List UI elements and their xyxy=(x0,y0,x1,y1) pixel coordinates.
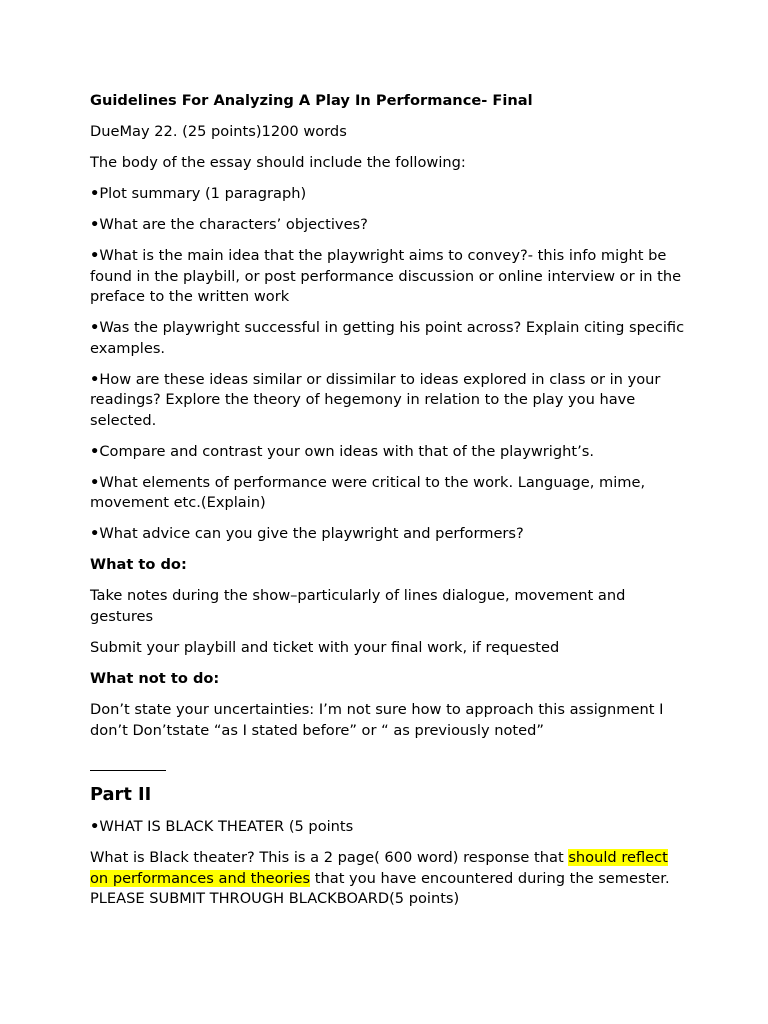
bullet-item-advice xyxy=(90,524,686,545)
bullet-text: What is the main idea that the playwright aims to convey?- this info might be found in the playbill, or post performance discussion or online interview or in the preface to the written work xyxy=(90,246,682,306)
bullet-icon: • xyxy=(90,246,100,264)
bullet-text: Plot summary (1 paragraph) xyxy=(99,184,307,202)
part-two-heading: Part II xyxy=(90,784,152,806)
highlighted-text: should reflect on performances and theories xyxy=(90,849,668,887)
intro-line: The body of the essay should include the following: xyxy=(90,153,466,171)
not-todo-heading: What not to do: xyxy=(90,669,220,687)
bullet-item-ideas xyxy=(90,370,686,432)
bullet-icon: • xyxy=(90,319,100,337)
paragraph-text: that you have encountered during the semester. PLEASE SUBMIT THROUGH BLACKBOARD(5 points) xyxy=(90,869,670,908)
not-todo-text: Don’t state your uncertainties: I’m not sure how to approach this assignment I don’t Don’tstate “as I stated before” or “ as previously noted” xyxy=(90,700,664,739)
bullet-icon: • xyxy=(90,525,100,543)
bullet-item-objectives xyxy=(90,215,686,236)
part-two-paragraph xyxy=(90,848,686,910)
document-page xyxy=(90,91,686,920)
todo-item: Submit your playbill and ticket with your final work, if requested xyxy=(90,638,560,656)
bullet-icon: • xyxy=(90,473,100,491)
bullet-icon: • xyxy=(90,184,100,202)
bullet-icon: • xyxy=(90,818,100,836)
due-line: DueMay 22. (25 points)1200 words xyxy=(90,122,347,140)
bullet-text: WHAT IS BLACK THEATER (5 points xyxy=(99,818,354,836)
bullet-text: What advice can you give the playwright and performers? xyxy=(99,525,524,543)
bullet-item-elements xyxy=(90,473,686,514)
bullet-item-success xyxy=(90,318,686,359)
section-divider xyxy=(90,770,166,771)
bullet-item-plot-summary xyxy=(90,184,686,205)
bullet-icon: • xyxy=(90,370,100,388)
bullet-item-compare xyxy=(90,442,686,463)
bullet-text: How are these ideas similar or dissimilar to ideas explored in class or in your readings? Explore the theory of hegemony in relation to the play you have selected. xyxy=(90,370,661,429)
paragraph-text: What is Black theater? This is a 2 page( 600 word) response that xyxy=(90,849,569,867)
document-title: Guidelines For Analyzing A Play In Performance- Final xyxy=(90,92,533,109)
bullet-text: Was the playwright successful in getting his point across? Explain citing specific examples. xyxy=(90,319,685,357)
bullet-item-black-theater xyxy=(90,817,686,838)
bullet-icon: • xyxy=(90,215,100,233)
bullet-text: Compare and contrast your own ideas with that of the playwright’s. xyxy=(99,442,594,460)
bullet-text: What elements of performance were critical to the work. Language, mime, movement etc.(Explain) xyxy=(90,473,646,512)
todo-item: Take notes during the show–particularly of lines dialogue, movement and gestures xyxy=(90,587,626,625)
todo-heading: What to do: xyxy=(90,556,187,574)
bullet-icon: • xyxy=(90,442,100,460)
bullet-item-main-idea xyxy=(90,246,686,308)
bullet-text: What are the characters’ objectives? xyxy=(99,215,368,233)
